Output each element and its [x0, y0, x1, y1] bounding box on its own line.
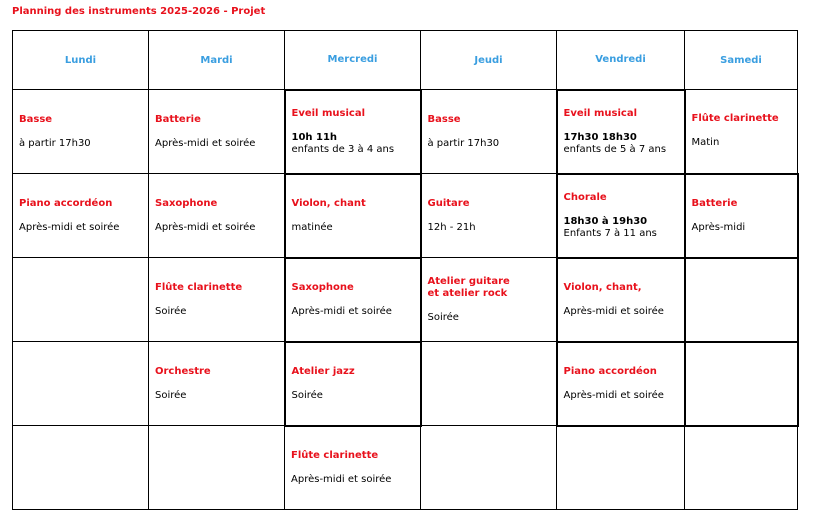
day-header-mardi: Mardi	[149, 31, 285, 90]
table-row	[13, 342, 798, 426]
session-detail: Enfants 7 à 11 ans	[563, 227, 657, 239]
schedule-cell-empty	[149, 426, 285, 510]
instrument-name: Basse	[19, 113, 53, 125]
schedule-cell-empty	[685, 426, 798, 510]
session-info: Matin	[691, 137, 720, 149]
session-detail: enfants de 5 à 7 ans	[563, 143, 667, 155]
instrument-name: Atelier guitare et atelier rock	[427, 275, 510, 299]
instrument-name: Atelier jazz	[291, 365, 355, 377]
schedule-cell	[557, 258, 685, 342]
session-info: à partir 17h30	[427, 137, 500, 149]
session-info: Après-midi et soirée	[563, 305, 664, 317]
day-header-mercredi: Mercredi	[285, 31, 421, 90]
instrument-name: Flûte clarinette	[155, 281, 243, 293]
schedule-cell	[285, 426, 421, 510]
schedule-cell	[13, 174, 149, 258]
schedule-cell-empty	[13, 342, 149, 426]
session-info: Soirée	[427, 311, 459, 323]
session-info: à partir 17h30	[19, 137, 91, 149]
instrument-name: Flûte clarinette	[691, 113, 779, 125]
schedule-table	[12, 30, 799, 510]
schedule-cell-empty	[13, 258, 149, 342]
instrument-name: Eveil musical	[291, 107, 365, 119]
schedule-cell	[285, 342, 421, 426]
session-info: Après-midi et soirée	[19, 221, 120, 233]
session-info: Soirée	[155, 389, 187, 401]
schedule-cell-empty	[557, 426, 685, 510]
instrument-name: Piano accordéon	[563, 365, 657, 377]
session-info: Après-midi	[691, 221, 746, 233]
instrument-name: Orchestre	[155, 365, 211, 377]
instrument-name: Piano accordéon	[19, 197, 113, 209]
day-header-jeudi: Jeudi	[421, 31, 557, 90]
schedule-cell	[285, 174, 421, 258]
day-header-lundi: Lundi	[13, 31, 149, 90]
session-info: Soirée	[291, 389, 323, 401]
instrument-name: Saxophone	[155, 197, 218, 209]
schedule-cell	[557, 174, 685, 258]
day-header-row	[13, 31, 798, 90]
schedule-cell	[13, 90, 149, 174]
day-header-samedi: Samedi	[685, 31, 798, 90]
schedule-cell	[421, 258, 557, 342]
session-time: 10h 11h	[291, 131, 338, 143]
instrument-name: Chorale	[563, 191, 607, 203]
schedule-cell	[149, 90, 285, 174]
schedule-cell-empty	[421, 426, 557, 510]
session-time: 17h30 18h30	[563, 131, 637, 143]
schedule-cell-empty	[685, 342, 798, 426]
instrument-name: Violon, chant	[291, 197, 366, 209]
schedule-cell-empty	[685, 258, 798, 342]
schedule-cell	[557, 342, 685, 426]
session-info: Après-midi et soirée	[291, 473, 392, 485]
schedule-cell	[149, 342, 285, 426]
session-detail: enfants de 3 à 4 ans	[291, 143, 395, 155]
schedule-cell	[149, 258, 285, 342]
instrument-name: Saxophone	[291, 281, 354, 293]
schedule-cell	[421, 174, 557, 258]
schedule-cell	[685, 90, 798, 174]
instrument-name: Batterie	[691, 197, 738, 209]
session-info: Après-midi et soirée	[155, 137, 256, 149]
instrument-name: Flûte clarinette	[291, 449, 379, 461]
schedule-cell	[149, 174, 285, 258]
instrument-name: Batterie	[155, 113, 201, 125]
table-row	[13, 90, 798, 174]
table-row	[13, 258, 798, 342]
schedule-cell	[285, 90, 421, 174]
day-header-vendredi: Vendredi	[557, 31, 685, 90]
schedule-cell	[557, 90, 685, 174]
session-info: 12h - 21h	[427, 221, 476, 233]
session-info: Après-midi et soirée	[155, 221, 256, 233]
page-title: Planning des instruments 2025-2026 - Projet	[12, 6, 266, 17]
schedule-cell	[421, 90, 557, 174]
session-time: 18h30 à 19h30	[563, 215, 648, 227]
session-info: Après-midi et soirée	[563, 389, 664, 401]
instrument-name: Basse	[427, 113, 461, 125]
schedule-cell-empty	[421, 342, 557, 426]
session-info: matinée	[291, 221, 333, 233]
session-info: Après-midi et soirée	[291, 305, 392, 317]
schedule-cell	[685, 174, 798, 258]
table-row	[13, 426, 798, 510]
table-row	[13, 174, 798, 258]
session-info: Soirée	[155, 305, 187, 317]
schedule-cell-empty	[13, 426, 149, 510]
schedule-cell	[285, 258, 421, 342]
instrument-name: Violon, chant,	[563, 281, 642, 293]
instrument-name: Guitare	[427, 197, 470, 209]
instrument-name: Eveil musical	[563, 107, 637, 119]
